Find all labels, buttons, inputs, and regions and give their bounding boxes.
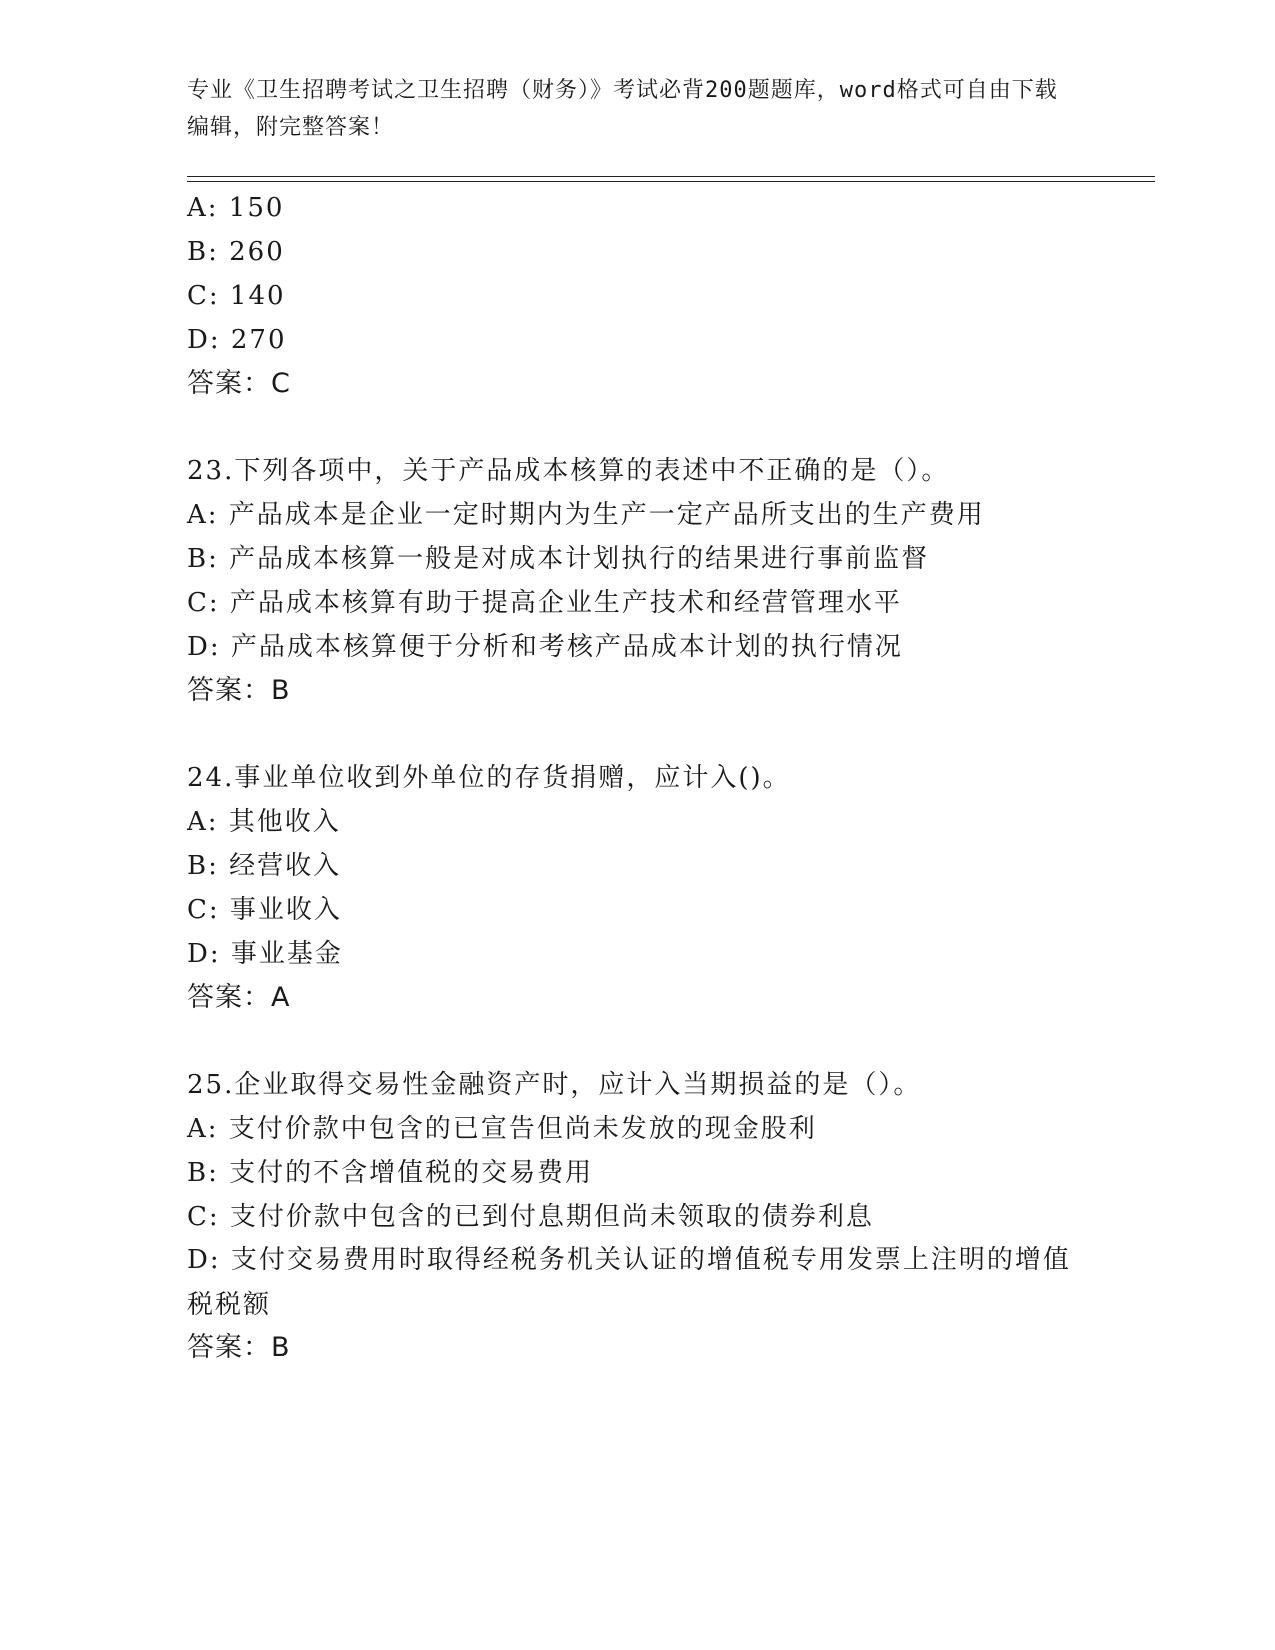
q22-option-c: C: 140 — [187, 281, 286, 311]
q24-option-a: A: 其他收入 — [187, 807, 341, 837]
q25-option-d: D: 支付交易费用时取得经税务机关认证的增值税专用发票上注明的增值税税额 — [187, 1245, 1071, 1320]
q23-option-a: A: 产品成本是企业一定时期内为生产一定产品所支出的生产费用 — [187, 500, 985, 530]
document-header: 专业《卫生招聘考试之卫生招聘（财务）》考试必背200题题库，word格式可自由下载编辑，附完整答案！ — [187, 78, 1058, 140]
q24-option-d: D: 事业基金 — [187, 939, 343, 969]
q22-option-d: D: 270 — [187, 325, 287, 355]
q22-option-a: A: 150 — [187, 193, 285, 223]
q23-option-b: B: 产品成本核算一般是对成本计划执行的结果进行事前监督 — [187, 544, 930, 574]
q24-option-c: C: 事业收入 — [187, 895, 342, 925]
header-divider-bottom — [187, 181, 1155, 182]
q22-answer: 答案：C — [187, 368, 291, 399]
q25-option-a: A: 支付价款中包含的已宣告但尚未发放的现金股利 — [187, 1114, 817, 1144]
q23-option-c: C: 产品成本核算有助于提高企业生产技术和经营管理水平 — [187, 588, 902, 618]
q25-option-c: C: 支付价款中包含的已到付息期但尚未领取的债券利息 — [187, 1202, 874, 1232]
q24-option-b: B: 经营收入 — [187, 851, 342, 881]
q23-option-d: D: 产品成本核算便于分析和考核产品成本计划的执行情况 — [187, 632, 903, 662]
q22-option-b: B: 260 — [187, 237, 285, 267]
q23-answer: 答案：B — [187, 675, 291, 706]
q25-option-b: B: 支付的不含增值税的交易费用 — [187, 1158, 594, 1188]
q24-answer: 答案：A — [187, 982, 291, 1013]
q25-question: 25.企业取得交易性金融资产时，应计入当期损益的是（）。 — [187, 1070, 922, 1100]
q24-question: 24.事业单位收到外单位的存货捐赠，应计入()。 — [187, 763, 791, 793]
q25-answer: 答案：B — [187, 1332, 291, 1363]
q23-question: 23.下列各项中，关于产品成本核算的表述中不正确的是（）。 — [187, 456, 950, 486]
header-divider-top — [187, 176, 1155, 177]
